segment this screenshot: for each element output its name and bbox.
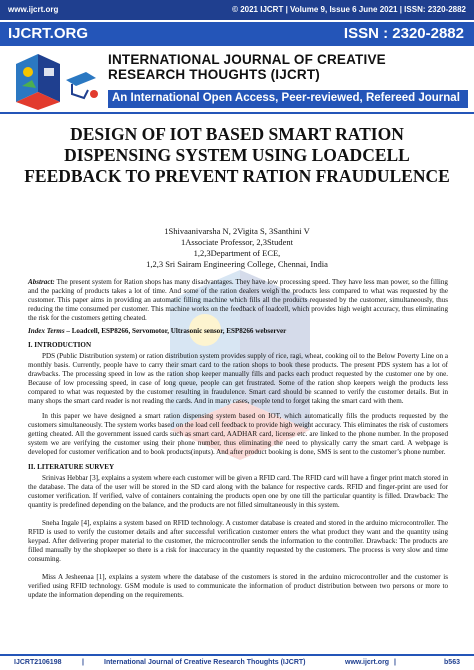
brand-name: IJCRT.ORG xyxy=(8,25,89,42)
index-terms-label: Index Terms xyxy=(28,327,65,335)
footer-journal-name: International Journal of Creative Research Thoughts (IJCRT) xyxy=(104,659,306,666)
footer-page-number: b563 xyxy=(444,659,460,666)
abstract-text: The present system for Ration shops has many disadvantages. They have low processing speed. They have less man power, so the filling and the packing of products takes a lot of time. And some of the ration dealers weigh the products less compared to what was requested by the customer. This paper aims in providing an automatic filling machine which fills all the products requested by the customer, simultaneously, thus reducing the time consumed per customer. This machine works on the feedback of loadcell, which provides high weight accuracy, thus eliminating the risk for the customers getting cheated. xyxy=(28,278,448,322)
header-meta-bar xyxy=(0,0,474,20)
journal-title-line1: INTERNATIONAL JOURNAL OF CREATIVE xyxy=(108,52,386,67)
literature-paragraph-1: Srinivas Hebbar [3], explains a system where each customer will be given a RFID card. The RFID card will have a finger print match stored in the database. The data of the user will be stored in the SD card along with the balance for respective cards. RFID and finger-print are used for customer verification. If verified, valve of containers containing the products open one by one till the particular quantity is filled. Drawback: The quantity is predefined depending on the balance, and the products are not filled simultaneously in this system. xyxy=(28,474,448,509)
site-url[interactable]: www.ijcrt.org xyxy=(8,5,59,14)
author-block xyxy=(0,226,474,270)
index-terms-text: – Loadcell, ESP8266, Servomotor, Ultrasonic sensor, ESP8266 webserver xyxy=(66,327,287,335)
journal-title-line2: RESEARCH THOUGHTS (IJCRT) xyxy=(108,67,321,82)
abstract-label: Abstract: xyxy=(28,278,55,286)
journal-logo-icon xyxy=(8,50,100,112)
journal-tagline: An International Open Access, Peer-reviewed, Refereed Journal xyxy=(108,90,468,108)
section-heading-introduction: I. INTRODUCTION xyxy=(28,341,92,349)
author-affiliation-institution: 1,2,3 Sri Sairam Engineering College, Chennai, India xyxy=(146,259,328,269)
literature-paragraph-2: Sneha Ingale [4], explains a system based on RFID technology. A customer database is created and stored in the arduino microcontroller. The RFID is used to verify the customer details and after successful verification customer enters the what product they want and the quantity using keypad. After delivering proper material to the customer, the microcontroller sends the information to the controller. Drawback: The products are filled manually by the shopkeeper so there is a risk for inaccuracy in the quantity requested by the customers. The process is very slow and time consuming. xyxy=(28,519,448,563)
paper-body xyxy=(28,278,448,609)
author-affiliation-dept: 1,2,3Department of ECE, xyxy=(193,248,281,258)
issn-label: ISSN : 2320-2882 xyxy=(343,25,464,42)
brand-band xyxy=(0,22,474,46)
issue-meta: © 2021 IJCRT | Volume 9, Issue 6 June 2021 | ISSN: 2320-2882 xyxy=(232,5,466,14)
header-divider xyxy=(0,112,474,114)
author-affiliation-role: 1Associate Professor, 2,3Student xyxy=(180,237,294,247)
author-names: 1Shivaanivarsha N, 2Vigita S, 3Santhini V xyxy=(164,226,310,236)
literature-paragraph-3: Miss A Jesheenaa [1], explains a system where the database of the customers is stored in the arduino microcontroller and the customer is verified using RFID technology. GSM module is used to communicate the information of product distribution between two persons or more to update the information depending on the requirements. xyxy=(28,573,448,599)
footer-separator: | xyxy=(82,659,84,666)
index-terms xyxy=(28,327,448,336)
intro-paragraph-1: PDS (Public Distribution system) or ration distribution system provides supply of rice, ragi, wheat, cooking oil to the Below Poverty Line on a monthly basis. Currently, people have to carry their smart card to the ration shops to book these products. The present PDS system has a lot of drawbacks. The processing speed in low as the ration shop keeper manually fills and packs each product requested by the customer one by one. Because of low processing speed, in case of long queue, people can get frustrated. Some of the ration shop keepers weigh the products less compared to what was requested by the customer resulting in fraudulence. Smart card should be scanned to verify the customer details. But in many shops the smart card reader is not reading the cards. And in many cases, people tend to forget taking the smart card with them. xyxy=(28,352,448,405)
abstract xyxy=(28,278,448,323)
intro-paragraph-2: In this paper we have designed a smart ration dispensing system based on IOT, which automatically fills the products requested by the customers simultaneously. The system works based on the load cell feedback to provide high weight accuracy. This eliminates the risk of customers getting cheated. All the government issued cards such as smart card, AADHAR card, license etc. are linked to the phone number. In the proposed system we are verifying the customer using their phone number, thus eliminating the need to physically carry the smart card. A webpage is developed for customer verification and to book products(inputs). And after product booking is done, SMS is sent to the customer’s phone number. xyxy=(28,412,448,456)
footer-url[interactable]: www.ijcrt.org xyxy=(345,659,390,666)
page-footer xyxy=(0,654,474,670)
journal-title xyxy=(108,52,468,82)
footer-separator: | xyxy=(394,659,396,666)
paper-title: DESIGN OF IOT BASED SMART RATION DISPENSING SYSTEM USING LOADCELL FEEDBACK TO PREVENT RATION FRAUDULENCE xyxy=(24,124,450,186)
section-heading-literature-survey: II. LITERATURE SURVEY xyxy=(28,463,115,471)
footer-paper-code: IJCRT2106198 xyxy=(14,659,62,666)
